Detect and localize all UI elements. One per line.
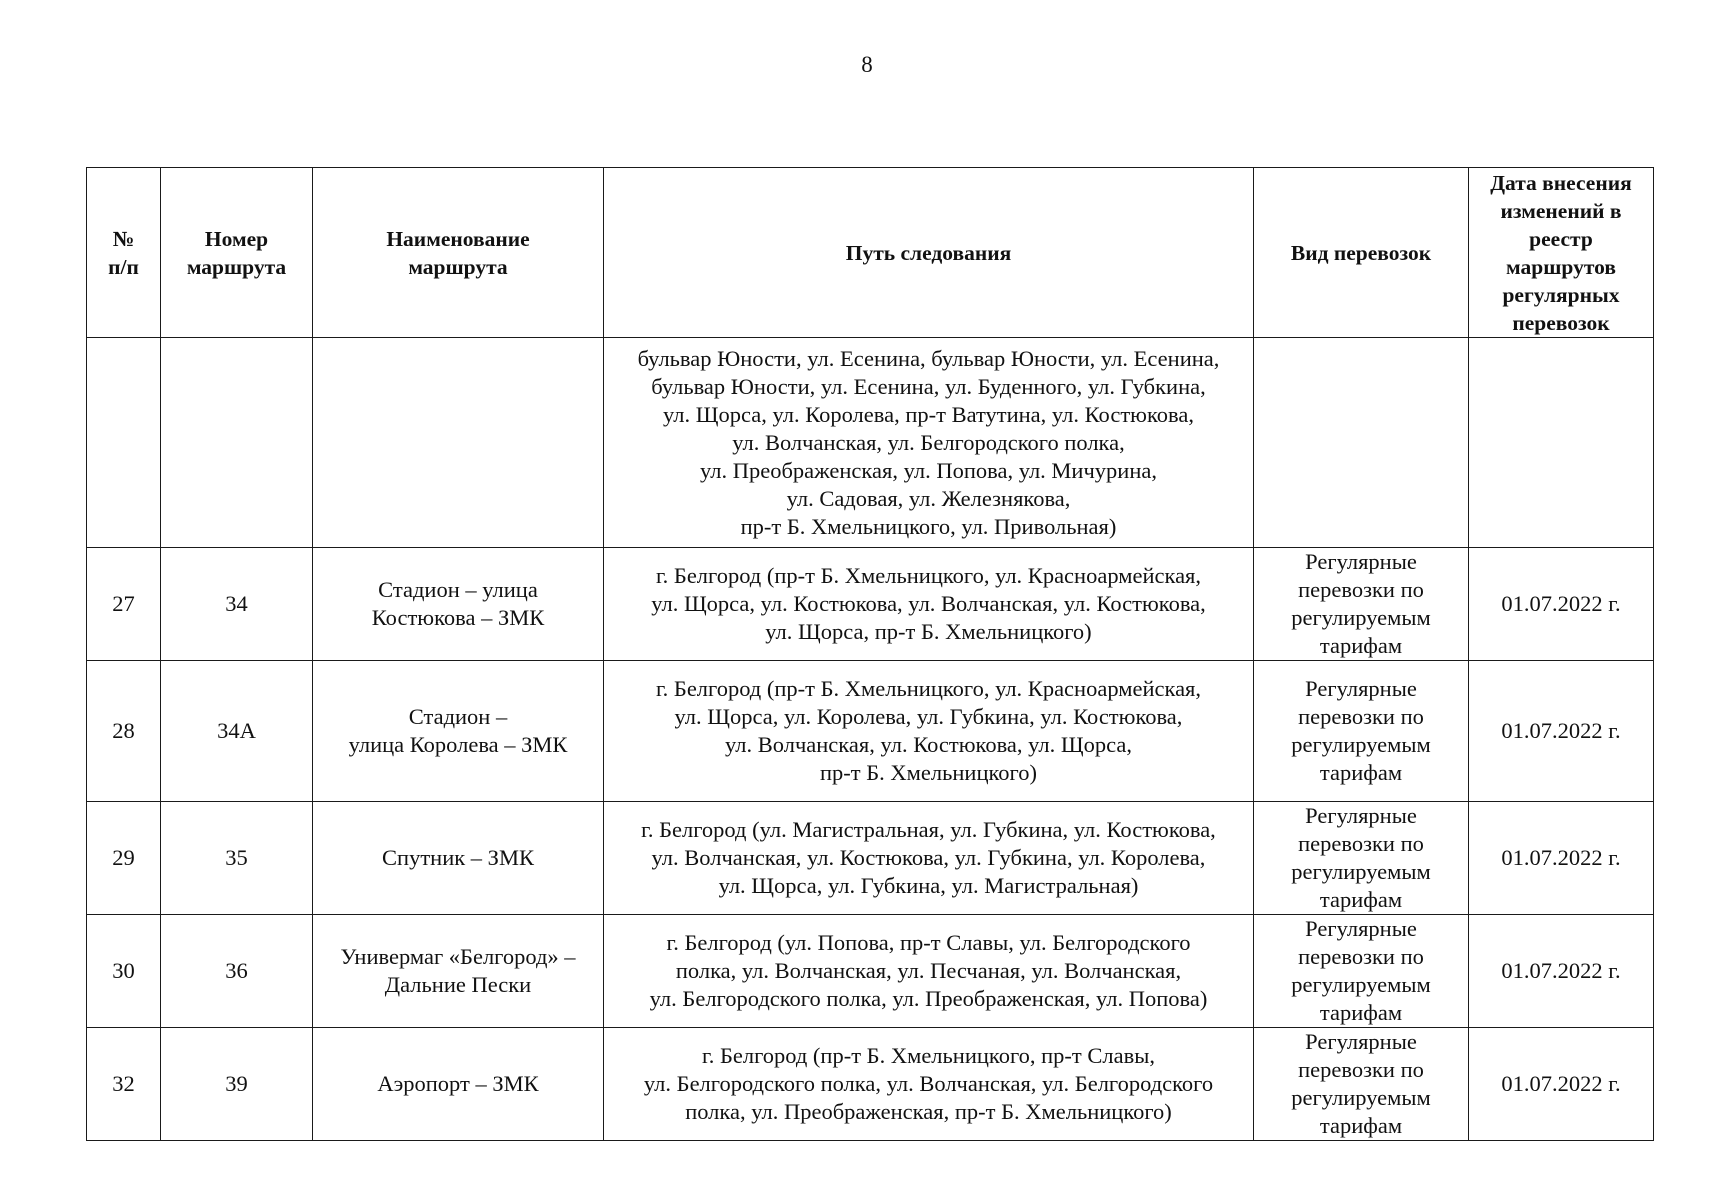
cell-route-name [313,548,604,661]
header-num: № п/п [87,168,161,338]
transport-type-line: тарифам [1319,760,1403,785]
path-line: г. Белгород (пр-т Б. Хмельницкого, ул. Красноармейская, [655,676,1202,701]
transport-type-line: регулируемым [1291,605,1431,630]
cell-transport-type [1254,1028,1469,1141]
cell-date [1469,338,1654,548]
cell-num [87,338,161,548]
path-line: ул. Волчанская, ул. Костюкова, ул. Щорса, [725,732,1132,757]
cell-path [604,1028,1254,1141]
cell-route-name [313,661,604,802]
header-transport-type: Вид перевозок [1254,168,1469,338]
path-line: ул. Щорса, ул. Губкина, ул. Магистральная) [718,873,1139,898]
table-row-continuation [87,338,1654,548]
transport-type-line: тарифам [1319,1000,1403,1025]
path-line: ул. Щорса, ул. Костюкова, ул. Волчанская, ул. Костюкова, [651,591,1206,616]
cell-route-number: 34 [161,548,313,661]
cell-route-name [313,802,604,915]
header-route-number: Номер маршрута [161,168,313,338]
cell-route-number [161,338,313,548]
path-line: ул. Щорса, ул. Королева, пр-т Ватутина, ул. Костюкова, [663,401,1194,427]
transport-type-line: перевозки по [1298,577,1424,602]
transport-type-line: перевозки по [1298,831,1424,856]
cell-num: 29 [87,802,161,915]
path-line: ул. Щорса, пр-т Б. Хмельницкого) [765,619,1092,644]
cell-transport-type [1254,802,1469,915]
table-header-row [87,168,1654,338]
transport-type-line: перевозки по [1298,944,1424,969]
path-line: г. Белгород (пр-т Б. Хмельницкого, ул. Красноармейская, [655,563,1202,588]
cell-transport-type [1254,548,1469,661]
table-row [87,548,1654,661]
routes-table [86,167,1654,1141]
path-line: полка, ул. Волчанская, ул. Песчаная, ул. Волчанская, [675,958,1182,983]
cell-num: 27 [87,548,161,661]
path-line: ул. Преображенская, ул. Попова, ул. Мичурина, [700,457,1157,483]
path-line: пр-т Б. Хмельницкого) [820,760,1037,785]
transport-type-line: регулируемым [1291,859,1431,884]
header-route-name: Наименование маршрута [313,168,604,338]
cell-route-number: 34А [161,661,313,802]
cell-date: 01.07.2022 г. [1469,1028,1654,1141]
path-line: г. Белгород (ул. Попова, пр-т Славы, ул. Белгородского [666,930,1191,955]
route-name-line: улица Королева – ЗМК [348,732,568,757]
table-row [87,802,1654,915]
transport-type-line: Регулярные [1305,676,1417,701]
path-line: ул. Волчанская, ул. Белгородского полка, [732,429,1125,455]
transport-type-line: Регулярные [1305,916,1417,941]
table-row [87,915,1654,1028]
cell-path [604,338,1254,548]
cell-route-number: 39 [161,1028,313,1141]
cell-date: 01.07.2022 г. [1469,548,1654,661]
transport-type-line: перевозки по [1298,704,1424,729]
transport-type-line: регулируемым [1291,972,1431,997]
header-date: Дата внесения изменений в реестр маршрутов регулярных перевозок [1469,168,1654,338]
transport-type-line: регулируемым [1291,732,1431,757]
header-path: Путь следования [604,168,1254,338]
cell-transport-type [1254,661,1469,802]
path-line: г. Белгород (ул. Магистральная, ул. Губкина, ул. Костюкова, [641,817,1216,842]
table-row [87,661,1654,802]
cell-date: 01.07.2022 г. [1469,915,1654,1028]
route-name-line: Костюкова – ЗМК [371,605,545,630]
transport-type-line: регулируемым [1291,1085,1431,1110]
cell-num: 28 [87,661,161,802]
cell-transport-type [1254,915,1469,1028]
path-line: ул. Белгородского полка, ул. Преображенская, ул. Попова) [649,986,1208,1011]
cell-path [604,915,1254,1028]
cell-route-name [313,338,604,548]
route-name-line: Спутник – ЗМК [382,845,534,870]
cell-transport-type [1254,338,1469,548]
transport-type-line: тарифам [1319,1113,1403,1138]
path-line: ул. Щорса, ул. Королева, ул. Губкина, ул. Костюкова, [674,704,1183,729]
cell-route-number: 35 [161,802,313,915]
cell-num: 32 [87,1028,161,1141]
cell-route-name [313,1028,604,1141]
path-line: бульвар Юности, ул. Есенина, бульвар Юности, ул. Есенина, [637,345,1220,371]
transport-type-line: перевозки по [1298,1057,1424,1082]
path-line: пр-т Б. Хмельницкого, ул. Привольная) [740,513,1117,539]
cell-route-number: 36 [161,915,313,1028]
cell-route-name [313,915,604,1028]
path-line: ул. Волчанская, ул. Костюкова, ул. Губкина, ул. Королева, [651,845,1206,870]
path-line: г. Белгород (пр-т Б. Хмельницкого, пр-т Славы, [702,1043,1155,1068]
cell-path [604,802,1254,915]
path-line: бульвар Юности, ул. Есенина, ул. Буденного, ул. Губкина, [651,373,1206,399]
transport-type-line: тарифам [1319,887,1403,912]
page-number: 8 [861,52,873,77]
path-line: полка, ул. Преображенская, пр-т Б. Хмельницкого) [685,1099,1172,1124]
path-line: ул. Садовая, ул. Железнякова, [786,485,1071,511]
route-name-line: Стадион – [408,704,508,729]
table-row [87,1028,1654,1141]
transport-type-line: Регулярные [1305,549,1417,574]
route-name-line: Универмаг «Белгород» – [340,944,576,969]
route-name-line: Стадион – улица [378,577,538,602]
transport-type-line: Регулярные [1305,1029,1417,1054]
cell-date: 01.07.2022 г. [1469,802,1654,915]
transport-type-line: тарифам [1319,633,1403,658]
route-name-line: Аэропорт – ЗМК [377,1071,539,1096]
route-name-line: Дальние Пески [384,972,532,997]
cell-date: 01.07.2022 г. [1469,661,1654,802]
cell-path [604,661,1254,802]
transport-type-line: Регулярные [1305,803,1417,828]
path-line: ул. Белгородского полка, ул. Волчанская, ул. Белгородского [643,1071,1214,1096]
cell-path [604,548,1254,661]
cell-num: 30 [87,915,161,1028]
